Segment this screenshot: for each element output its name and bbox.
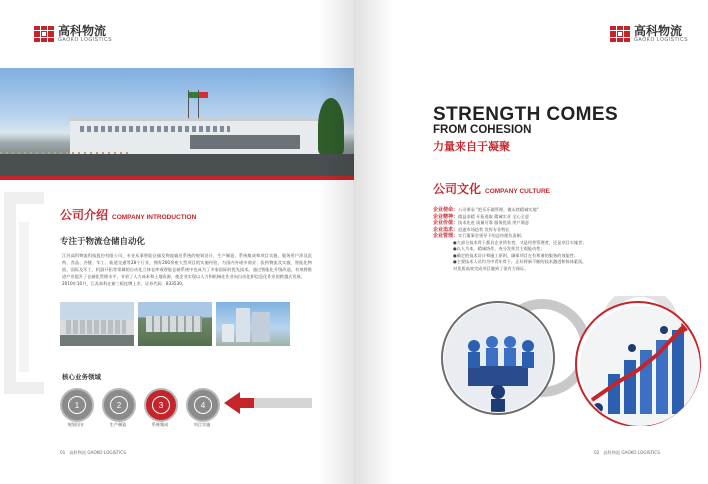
culture-list: [433, 207, 623, 272]
intro-paragraph: [62, 252, 312, 287]
culture-bullet: ●确定的技术设计和施工原则，确保项目在有和谐的服务的效能性；: [453, 252, 579, 258]
brand-name-cn: 高科物流: [58, 24, 107, 38]
footer-left: [60, 450, 126, 456]
step-circle: [186, 388, 220, 422]
section-title-cn: 公司介绍: [60, 208, 109, 222]
headline-line1: STRENGTH COMES: [433, 104, 619, 125]
step-circle-active: [144, 388, 178, 422]
culture-text: 追逐市场趋势 发挥专业特长: [458, 226, 510, 232]
subhead: 专注于物流仓储自动化: [60, 237, 146, 247]
intro-text-2: 2010年10月，江苏高科在新三板挂牌上市，证券代码：833530。: [62, 281, 187, 286]
step-label: 系统集成: [151, 422, 169, 427]
step-circle: [102, 388, 136, 422]
culture-text: 公司秉承 "把乐乐做管理、做永续精诚实地": [458, 207, 539, 212]
brand-logo: [34, 25, 112, 43]
brand-logo: [610, 25, 688, 43]
logo-mark-icon: [610, 26, 630, 42]
culture-key: 企业精神：: [433, 213, 459, 220]
headline-line2: FROM COHESION: [433, 124, 532, 136]
team-meeting-illustration: [440, 300, 556, 416]
culture-text: 精益求精 开拓进取 精诚实业 全心全意: [458, 213, 530, 219]
culture-key: 企业管理：: [433, 233, 459, 239]
step-circle: [60, 388, 94, 422]
culture-bullet: ●以人为本，精诚协作，充分发挥其主观能动性；: [453, 246, 545, 251]
culture-bullet: 对优质高效完成项目做到了很有力保证。: [453, 265, 529, 271]
culture-bullet: ●大部分技术骨干都具企业所有者，又是经营管理者，还是项目实施者；: [453, 239, 587, 245]
decorative-bracket-icon: [0, 182, 54, 422]
step-number: 2: [110, 396, 128, 414]
brand-name-cn: 高科物流: [634, 24, 683, 38]
step-label: 规划设计: [67, 422, 85, 427]
building-windows: [80, 126, 230, 132]
red-stripe: [0, 176, 354, 180]
warehouse-photo: [60, 302, 134, 346]
tree: [318, 98, 344, 154]
footer-text: 高科物流 GAOKO LOGISTICS: [69, 450, 126, 455]
logo-mark-icon: [34, 26, 54, 42]
section-title-intro: [60, 206, 196, 223]
office-tower-photo: [216, 302, 290, 346]
step-label: 生产制造: [109, 422, 127, 427]
right-page: [354, 0, 708, 484]
building-sign: [190, 135, 300, 149]
step-number: 4: [194, 396, 212, 414]
driveway: [0, 154, 354, 176]
step-number: 3: [152, 396, 170, 414]
section-title-culture: [433, 180, 550, 197]
step-number: 1: [68, 396, 86, 414]
page-number: 02: [594, 450, 600, 455]
culture-text: 技术先进 质量可靠 服务优质 用户满意: [458, 220, 530, 225]
arrow-left-icon: [224, 388, 314, 418]
growth-chart-illustration: [578, 304, 702, 428]
building: [70, 118, 320, 156]
factory-photo: [0, 68, 354, 176]
culture-key: 企业价值：: [433, 220, 459, 226]
section-title-en: COMPANY CULTURE: [485, 188, 551, 195]
flag-icon: [199, 92, 208, 98]
headline-cn: 力量来自于凝聚: [433, 140, 510, 153]
section-title-cn: 公司文化: [433, 182, 482, 196]
culture-text: 实行董事会领导下的总经理负责制；: [458, 233, 526, 238]
brand-name-en: GAOKO LOGISTICS: [634, 37, 688, 43]
footer-text: 高科物流 GAOKO LOGISTICS: [603, 450, 660, 455]
section-title-en: COMPANY INTRODUCTION: [112, 214, 197, 221]
page-number: 01: [60, 450, 66, 455]
culture-bullet: ●主要技术人员均为中青年骨干，正好将新不断的技术激进和体体素质，: [453, 259, 587, 264]
brand-name-en: GAOKO LOGISTICS: [58, 37, 112, 43]
intro-text: 江苏高科物流科技股份有限公司，专业从事智能仓储及物流输送系统的规划设计、生产制造、系统集成和项目实施，服务用户涉及医药、食品、冷链、军工、轨道交通等28个行业，拥有200余座大型项目的实施经验，为国内外诸多商业、医药物流及实施、智能化物流、国际及军工、机器开拓等领域的自动化立体仓库或智能仓储系统中也成为了多家国际的优先技术。通过智能化升级改造，有效将推进产业提升了仓储化管理水平，节省了人力成本和土地资源，使企业实现以人力和机械化作业向自动化和信息化作业的跨越式发展。: [62, 253, 312, 279]
step-label: 项目实施: [193, 422, 211, 427]
factory-aerial-photo: [138, 302, 212, 346]
culture-key: 企业使命：: [433, 207, 459, 213]
culture-key: 企业追求：: [433, 226, 459, 233]
core-business-title: 核心业务领域: [62, 373, 101, 381]
footer-right: [594, 450, 660, 456]
flag-icon: [189, 92, 198, 98]
